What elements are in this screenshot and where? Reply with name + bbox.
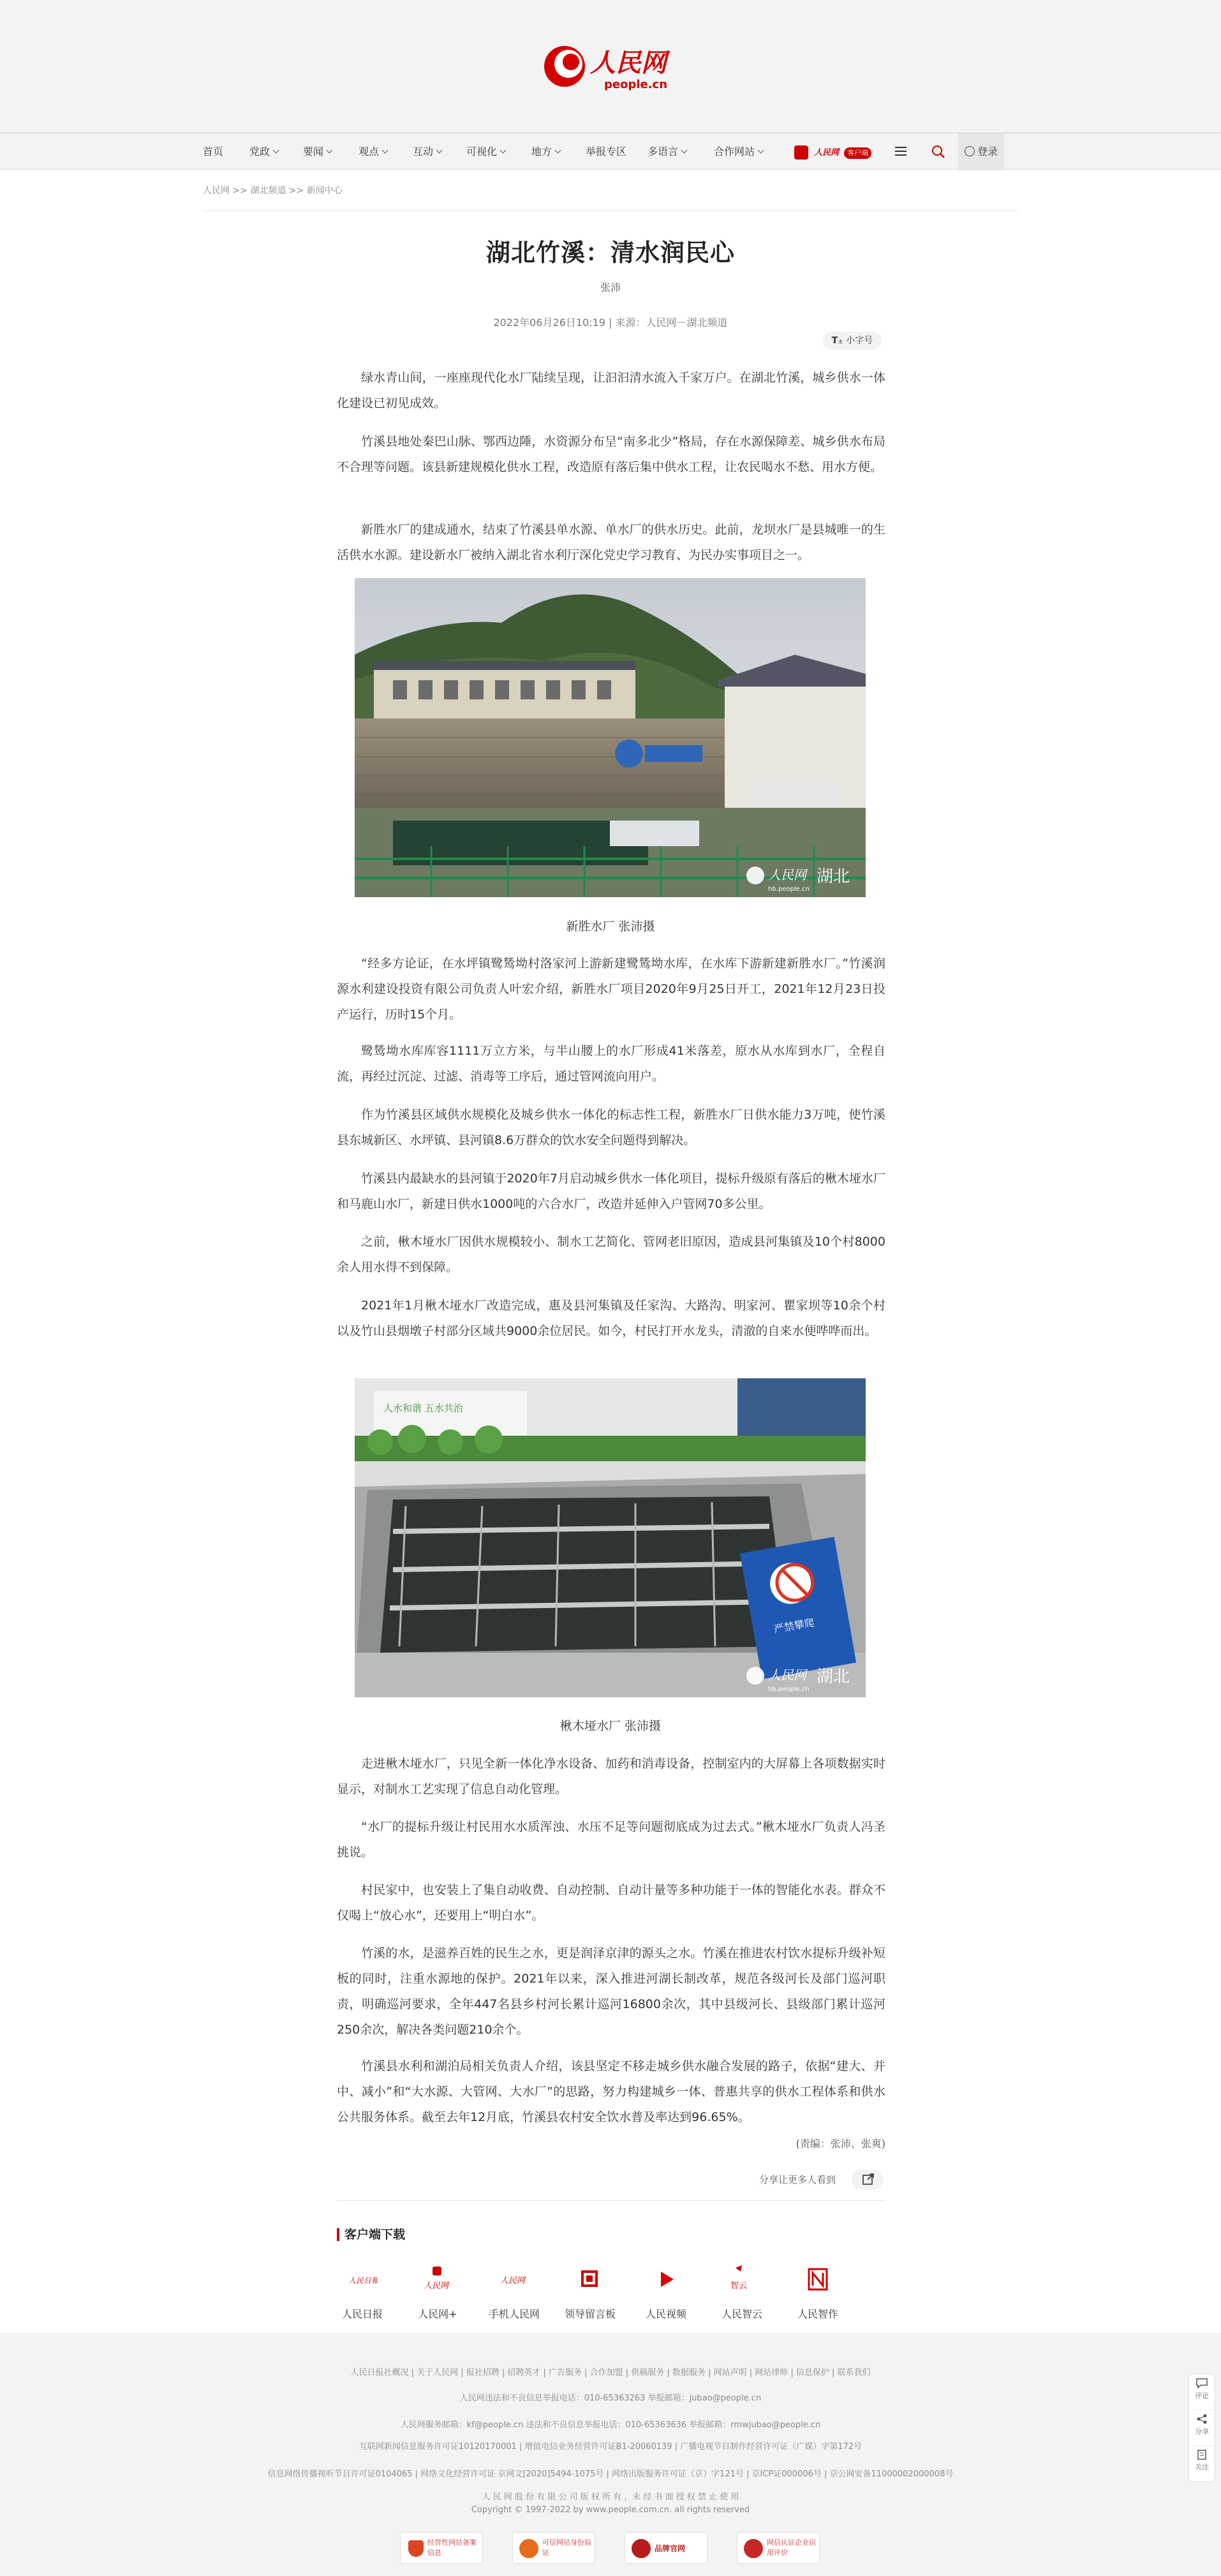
footer-badge-cert[interactable] <box>737 2532 820 2564</box>
brand-icon <box>632 2539 651 2558</box>
app-label: 人民日报 <box>341 2308 383 2320</box>
people-logo[interactable] <box>540 38 681 97</box>
article-meta: 2022年06月26日10:19 | 来源：人民网－湖北频道 <box>493 316 728 329</box>
article-paragraph: 竹溪县内最缺水的县河镇于2020年7月启动城乡供水一体化项目，提标升级原有落后的楸木垭水厂和马鹿山水厂，新建日供水1000吨的六合水厂，改造并延伸入户管网70多公里。 <box>337 1172 885 1211</box>
app-label: 人民视频 <box>645 2308 686 2320</box>
app-leader-message-board[interactable] <box>558 2264 622 2321</box>
article-author: 张沛 <box>600 281 621 294</box>
app-label: 人民网+ <box>418 2308 457 2320</box>
app-logo-icon <box>794 145 808 160</box>
trusted-site-icon <box>519 2539 538 2558</box>
user-icon <box>965 146 975 156</box>
nav-item-opinion[interactable]: 观点 <box>359 133 387 170</box>
badge-label: 品牌官网 <box>655 2544 686 2553</box>
app-badge: 客户端 <box>844 147 871 159</box>
footer-badge-brand[interactable] <box>625 2532 707 2564</box>
float-share-button[interactable] <box>1189 2410 1215 2446</box>
footer-line: 互联网新闻信息服务许可证10120170001 | 增值电信业务经营许可证B1-20060139 | 广播电视节目制作经营许可证（广媒）字第172号 <box>359 2442 862 2452</box>
float-label: 分享 <box>1195 2427 1209 2436</box>
share-label: 分享让更多人看到 <box>759 2174 836 2185</box>
nav-item-interact[interactable]: 互动 <box>413 133 441 170</box>
float-label: 评论 <box>1195 2392 1209 2400</box>
article-paragraph: 鹭鸶坳水库库容1111万立方米，与半山腰上的水厂形成41米落差，原水从水库到水厂，全程自流，再经过沉淀、过滤、消毒等工序后，通过管网流向用户。 <box>337 1044 885 1083</box>
photo-caption: 新胜水厂 张沛摄 <box>566 919 655 934</box>
people-daily-icon <box>347 2264 378 2295</box>
mobile-people-icon <box>499 2264 529 2295</box>
font-size-toggle[interactable]: T± 小字号 <box>823 332 882 350</box>
photo-watermark-brand: 人民网 <box>768 1667 806 1683</box>
nav-item-report[interactable]: 举报专区 <box>586 145 627 158</box>
comment-button[interactable] <box>1189 2374 1215 2410</box>
font-size-label: 小字号 <box>846 336 873 346</box>
app-label: 手机人民网 <box>488 2308 540 2320</box>
article-paragraph: 竹溪县水利和湖泊局相关负责人介绍，该县坚定不移走城乡供水融合发展的路子，依据“建大、并中、减小”和“大水源、大管网、大水厂”的思路，努力构建城乡一体、普惠共享的供水工程体系和供水公共服务体系。截至去年12月底，竹溪县农村安全饮水普及率达到96.65%。 <box>337 2059 885 2124</box>
article-paragraph: 走进楸木垭水厂，只见全新一体化净水设备、加药和消毒设备，控制室内的大屏幕上各项数据实时显示，对制水工艺实现了信息自动化管理。 <box>337 1757 885 1796</box>
people-create-icon <box>803 2264 833 2295</box>
app-logo-text: 人民网 <box>814 148 840 158</box>
footer-badge-trusted[interactable] <box>512 2532 595 2564</box>
footer-copyright: Copyright © 1997-2022 by www.people.com.cn. all rights reserved <box>471 2505 750 2515</box>
photo-watermark-url: hb.people.cn <box>768 886 810 893</box>
badge-label: 可信网站身份验证 <box>542 2538 591 2557</box>
divider <box>337 2200 885 2201</box>
people-logo-icon <box>540 38 681 97</box>
footer-line: 人民网服务邮箱：kf@people.cn 违法和不良信息举报电话：010-65363636 举报邮箱：rmwjubao@people.cn <box>400 2420 821 2430</box>
article-paragraph: “经多方论证，在水坪镇鹭鸶坳村洛家河上游新建鹭鸶坳水库，在水库下游新建新胜水厂。”竹溪润源水利建设投资有限公司负责人叶宏介绍，新胜水厂项目2020年9月25日开工，2021年12月23日投产运行，历时15个月。 <box>337 957 885 1022</box>
comment-icon <box>1196 2378 1208 2388</box>
login-label: 登录 <box>977 145 998 158</box>
nav-item-partners[interactable]: 合作网站 <box>714 133 763 170</box>
article-photo-qiumuya <box>355 1378 866 1697</box>
site-header <box>0 0 1221 133</box>
app-section-title: 客户端下载 <box>337 2228 405 2241</box>
svg-text:人民网: 人民网 <box>424 2281 449 2291</box>
app-people-plus[interactable] <box>406 2264 470 2321</box>
badge-label: 网信认证企业信用评价 <box>767 2538 816 2557</box>
app-people-daily[interactable] <box>330 2264 394 2321</box>
people-cloud-icon <box>727 2264 757 2295</box>
article-paragraph: 竹溪的水，是滋养百姓的民生之水，更是润泽京津的源头之水。竹溪在推进农村饮水提标升级补短板的同时，注重水源地的保护。2021年以来，深入推进河湖长制改革，规范各级河长及部门巡河职责，明确巡河要求，全年447名县乡村河长累计巡河16800余次，其中县级河长、县级部门累计巡河250余次，解决各类问题210余个。 <box>337 1946 885 2037</box>
nav-item-local[interactable]: 地方 <box>531 133 560 170</box>
people-plus-icon <box>422 2264 453 2295</box>
article-photo-xinsheng <box>355 578 866 897</box>
footer-links[interactable]: 人民日报社概况 | 关于人民网 | 报社招聘 | 招聘英才 | 广告服务 | 合作加盟 | 供稿服务 | 数据服务 | 网站声明 | 网站律师 | 信息保护 | 联系我们 <box>350 2368 871 2378</box>
article-paragraph: 新胜水厂的建成通水，结束了竹溪县单水源、单水厂的供水历史。此前，龙坝水厂是县城唯一的生活供水水源。建设新水厂被纳入湖北省水利厅深化党史学习教育、为民办实事项目之一。 <box>337 523 885 562</box>
app-label: 人民智作 <box>797 2308 838 2320</box>
svg-text:智云: 智云 <box>730 2281 748 2291</box>
article-paragraph: “水厂的提标升级让村民用水水质浑浊、水压不足等问题彻底成为过去式。”楸木垭水厂负责人冯圣挑说。 <box>337 1820 885 1859</box>
nav-item-visual[interactable]: 可视化 <box>466 133 505 170</box>
search-icon[interactable] <box>931 145 945 159</box>
menu-icon[interactable] <box>894 145 907 158</box>
cert-icon <box>744 2539 763 2558</box>
photo-watermark-url: hb.people.cn <box>768 1686 810 1693</box>
footer-line: 信息网络传播视听节目许可证0104065 | 网络文化经营许可证 京网文[2020]5494-1075号 | 网络出版服务许可证（京）字121号 | 京ICP证000006号 | 京公网安备11000002000008号 <box>267 2469 954 2479</box>
svg-text:people.cn: people.cn <box>604 78 668 91</box>
footer-line: 人民网违法和不良信息举报电话：010-65363263 举报邮箱：jubao@people.cn <box>459 2394 762 2403</box>
nav-item-language[interactable]: 多语言 <box>648 133 686 170</box>
photo-watermark-region: 湖北 <box>817 867 850 886</box>
nav-item-party[interactable]: 党政 <box>249 133 278 170</box>
app-label: 人民智云 <box>721 2308 762 2320</box>
photo-watermark-region: 湖北 <box>817 1667 850 1686</box>
article-paragraph: 作为竹溪县区域供水规模化及城乡供水一体化的标志性工程，新胜水厂日供水能力3万吨，使竹溪县东城新区、水坪镇、县河镇8.6万群众的饮水安全问题得到解决。 <box>337 1108 885 1147</box>
share-button[interactable] <box>852 2170 884 2190</box>
share-icon <box>852 2170 884 2190</box>
article-paragraph: 之前，楸木垭水厂因供水规模较小、制水工艺简化、管网老旧原因，造成县河集镇及10个村8000余人用水得不到保障。 <box>337 1235 885 1274</box>
article-paragraph: 2021年1月楸木垭水厂改造完成，惠及县河集镇及任家沟、大路沟、明家河、瞿家坝等10余个村以及竹山县烟墩子村部分区域共9000余位居民。如今，村民打开水龙头，清澈的自来水便哗哗而出。 <box>337 1299 885 1338</box>
follow-button[interactable] <box>1189 2446 1215 2482</box>
app-mobile-people[interactable] <box>482 2264 546 2321</box>
float-label: 关注 <box>1195 2463 1209 2471</box>
article-editor: (责编：张沛、张爽) <box>796 2138 885 2150</box>
article-title: 湖北竹溪：清水润民心 <box>485 239 735 267</box>
app-people-cloud[interactable] <box>710 2264 774 2321</box>
photo-wall-slogan: 人水和谐 五水共治 <box>383 1403 463 1414</box>
breadcrumb[interactable]: 人民网 >> 湖北频道 >> 新闻中心 <box>203 186 343 196</box>
message-board-icon <box>575 2264 605 2295</box>
article-paragraph: 绿水青山间，一座座现代化水厂陆续呈现，让汩汩清水流入千家万户。在湖北竹溪，城乡供水一体化建设已初见成效。 <box>337 371 885 410</box>
share-nodes-icon <box>1196 2414 1208 2424</box>
app-people-create[interactable] <box>786 2264 850 2321</box>
font-size-icon: T <box>831 336 838 346</box>
svg-text:人民网: 人民网 <box>500 2276 526 2286</box>
shield-icon <box>408 2540 424 2557</box>
nav-item-news[interactable]: 要闻 <box>303 133 332 170</box>
app-download-link[interactable] <box>794 133 871 170</box>
login-button[interactable] <box>958 133 1004 170</box>
app-label: 领导留言板 <box>564 2308 616 2320</box>
app-people-video[interactable] <box>634 2264 698 2321</box>
badge-label: 经营性网站备案信息 <box>427 2538 477 2557</box>
article-paragraph: 村民家中，也安装上了集自动收费、自动控制、自动计量等多种功能于一体的智能化水表。群众不仅喝上“放心水”，还要用上“明白水”。 <box>337 1883 885 1923</box>
article-paragraph: 竹溪县地处秦巴山脉、鄂西边陲，水资源分布呈“南多北少”格局，存在水源保障差、城乡供水布局不合理等问题。该县新建规模化供水工程，改造原有落后集中供水工程，让农民喝水不愁、用水方便。 <box>337 435 885 474</box>
floating-toolbar <box>1188 2374 1215 2482</box>
video-play-icon <box>651 2264 681 2295</box>
photo-watermark-brand: 人民网 <box>768 867 806 882</box>
photo-caption: 楸木垭水厂 张沛摄 <box>559 1719 662 1733</box>
follow-icon <box>1196 2450 1208 2460</box>
footer-badge-icp[interactable] <box>400 2532 483 2564</box>
photo-sign-text: 严禁攀爬 <box>773 1616 815 1635</box>
main-nav <box>0 133 1221 170</box>
footer-line: 人 民 网 股 份 有 限 公 司 版 权 所 有 ，未 经 书 面 授 权 禁 止 使 用 <box>482 2492 739 2502</box>
svg-text:人民网: 人民网 <box>590 48 667 78</box>
svg-text:人民日報: 人民日報 <box>348 2276 378 2285</box>
nav-item-home[interactable]: 首页 <box>203 145 224 158</box>
